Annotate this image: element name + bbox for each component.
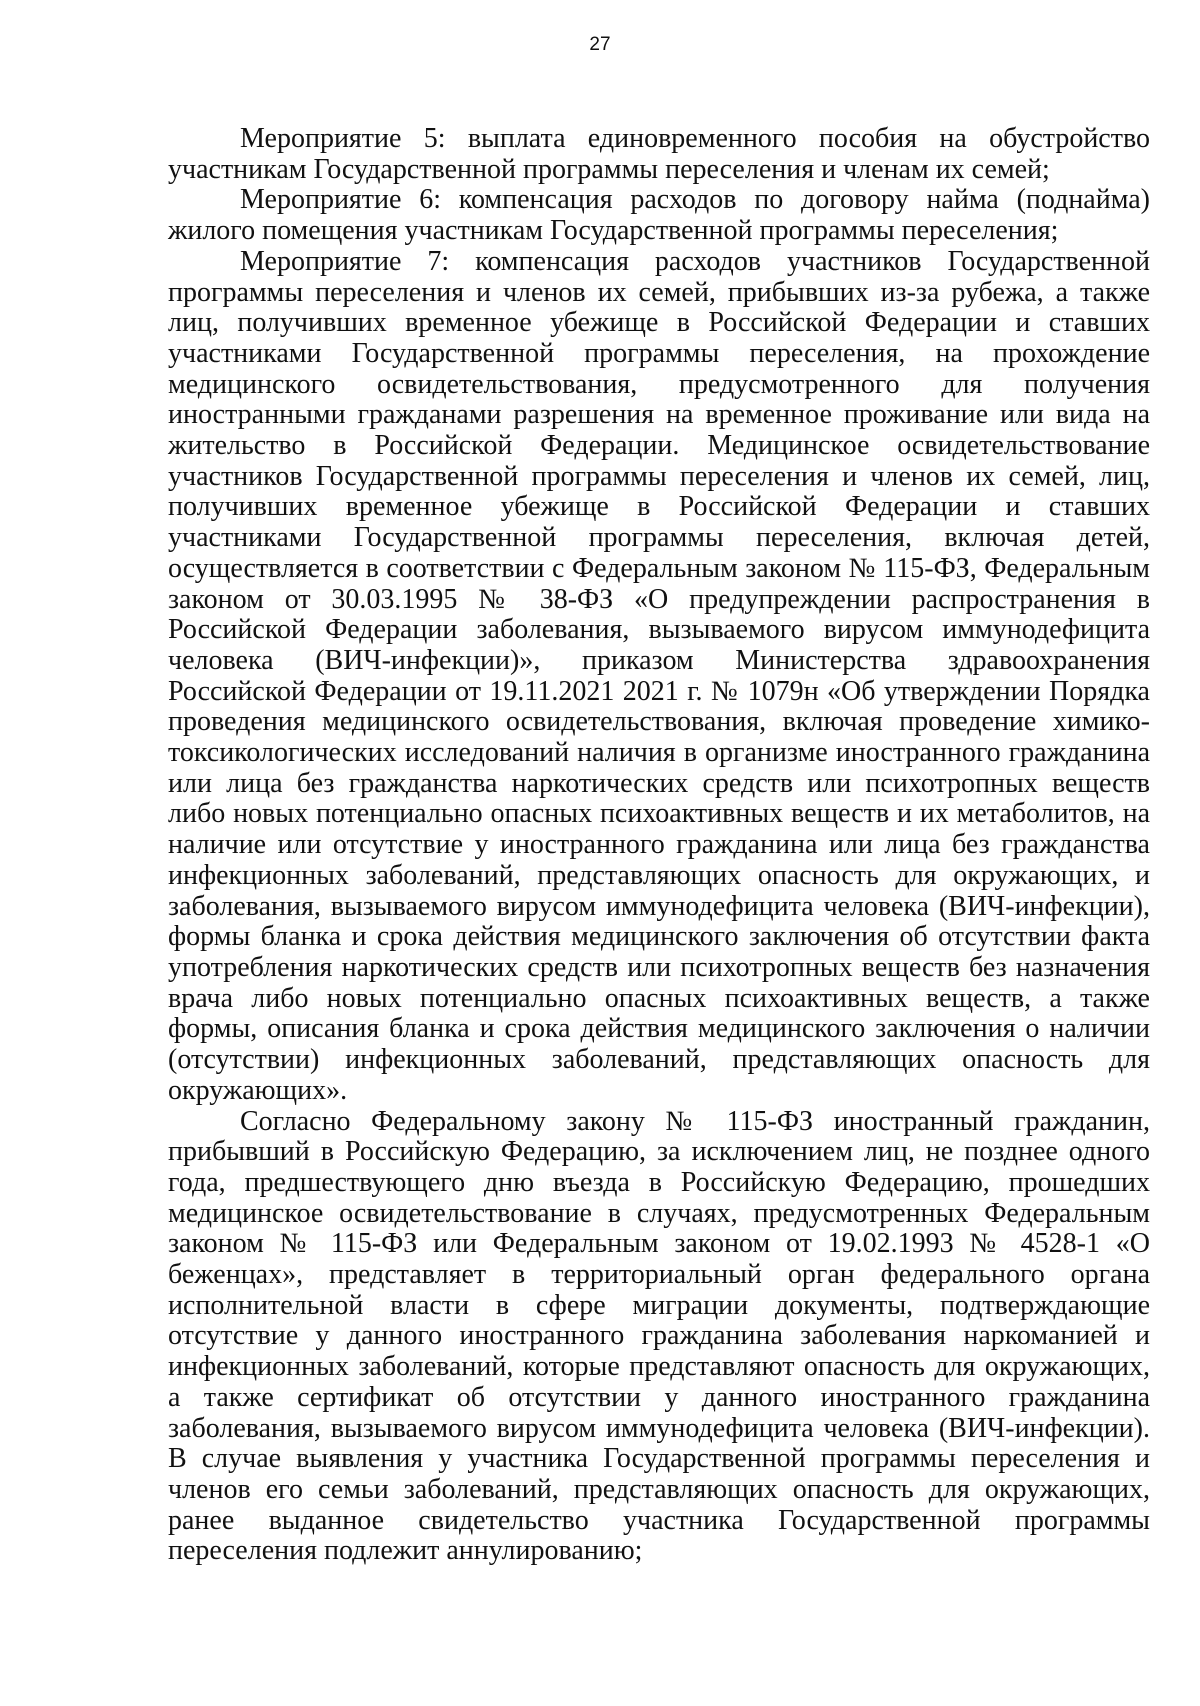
document-body xyxy=(168,124,1150,1567)
paragraph-measure-7: Мероприятие 7: компенсация расходов участников Государственной программы переселения и членов их семей, прибывших из-за рубежа, а также лиц, получивших временное убежище в Российской Федерации и ставших участниками Государственной программы переселения, на прохождение медицинского освидетельствования, предусмотренного для получения иностранными гражданами разрешения на временное проживание или вида на жительство в Российской Федерации. Медицинское освидетельствование участников Государственной программы переселения и членов их семей, лиц, получивших временное убежище в Российской Федерации и ставших участниками Государственной программы переселения, включая детей, осуществляется в соответствии с Федеральным законом № 115-ФЗ, Федеральным законом от 30.03.1995 № 38-ФЗ «О предупреждении распространения в Российской Федерации заболевания, вызываемого вирусом иммунодефицита человека (ВИЧ-инфекции)», приказом Министерства здравоохранения Российской Федерации от 19.11.2021 2021 г. № 1079н «Об утверждении Порядка проведения медицинского освидетельствования, включая проведение химико-токсикологических исследований наличия в организме иностранного гражданина или лица без гражданства наркотических средств или психотропных веществ либо новых потенциально опасных психоактивных веществ и их метаболитов, на наличие или отсутствие у иностранного гражданина или лица без гражданства инфекционных заболеваний, представляющих опасность для окружающих, и заболевания, вызываемого вирусом иммунодефицита человека (ВИЧ-инфекции), формы бланка и срока действия медицинского заключения об отсутствии факта употребления наркотических средств или психотропных веществ без назначения врача либо новых потенциально опасных психоактивных веществ, а также формы, описания бланка и срока действия медицинского заключения о наличии (отсутствии) инфекционных заболеваний, представляющих опасность для окружающих». xyxy=(168,245,1150,1106)
paragraph-law-115-fz: Согласно Федеральному закону № 115-ФЗ иностранный гражданин, прибывший в Российскую Федерацию, за исключением лиц, не позднее одного года, предшествующего дню въезда в Российскую Федерацию, прошедших медицинское освидетельствование в случаях, предусмотренных Федеральным законом № 115-ФЗ или Федеральным законом от 19.02.1993 № 4528-1 «О беженцах», представляет в территориальный орган федерального органа исполнительной власти в сфере миграции документы, подтверждающие отсутствие у данного иностранного гражданина заболевания наркоманией и инфекционных заболеваний, которые представляют опасность для окружающих, а также сертификат об отсутствии у данного иностранного гражданина заболевания, вызываемого вирусом иммунодефицита человека (ВИЧ-инфекции). В случае выявления у участника Государственной программы переселения и членов его семьи заболеваний, представляющих опасность для окружающих, ранее выданное свидетельство участника Государственной программы переселения подлежит аннулированию; xyxy=(168,1105,1150,1567)
page-number: 27 xyxy=(589,34,611,55)
paragraph-measure-6: Мероприятие 6: компенсация расходов по договору найма (поднайма) жилого помещения участникам Государственной программы переселения; xyxy=(168,184,1150,247)
paragraph-measure-5: Мероприятие 5: выплата единовременного пособия на обустройство участникам Государственной программы переселения и членам их семей; xyxy=(168,123,1150,185)
